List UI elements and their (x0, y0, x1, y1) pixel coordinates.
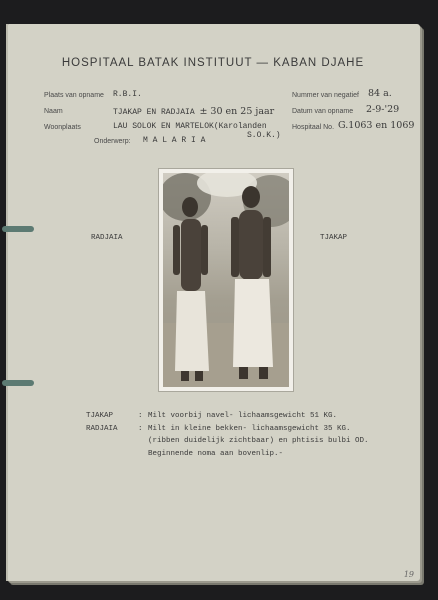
clinical-notes (86, 410, 369, 460)
onderwerp-value: M A L A R I A (143, 136, 206, 145)
binding-string-bottom (2, 380, 34, 386)
note-name: RADJAIA (86, 424, 118, 433)
naam-value-names: TJAKAP EN RADJAIA (113, 108, 195, 117)
note-row-radjaia (86, 423, 369, 436)
album-page (6, 24, 420, 581)
page-number: 19 (403, 570, 414, 579)
hospitaal-label: Hospitaal No. (292, 124, 335, 131)
plaats-label: Plaats van opname (44, 92, 104, 99)
note-name: TJAKAP (86, 412, 114, 420)
note-continuation (86, 435, 369, 448)
negatief-value: 84 a. (368, 88, 392, 99)
page-title: HOSPITAAL BATAK INSTITUUT — KABAN DJAHE (61, 57, 365, 69)
naam-label: Naam (44, 108, 63, 115)
woonplaats-value-line2: S.O.K.) (247, 131, 281, 140)
photograph (163, 173, 289, 387)
note-text: Milt voorbij navel- lichaamsgewicht 51 KG. (148, 412, 338, 420)
note-row-tjakap (86, 410, 369, 423)
naam-value-ages: ± 30 en 25 jaar (199, 106, 275, 117)
page-edge (6, 24, 8, 581)
photo-label-left: RADJAIA (91, 234, 123, 242)
binding-string-top (2, 226, 34, 232)
hospitaal-value: G.1063 en 1069 (338, 120, 415, 131)
note-text: Milt in kleine bekken- lichaamsgewicht 35 KG. (148, 424, 351, 433)
note-text: (ribben duidelijk zichtbaar) en phtisis bulbi OD. (148, 437, 369, 446)
onderwerp-label: Onderwerp: (94, 138, 131, 145)
photograph-illustration (163, 173, 289, 387)
woonplaats-value-line1: LAU SOLOK EN MARTELOK(Karolanden (113, 122, 267, 131)
negatief-label: Nummer van negatief (292, 92, 359, 99)
datum-label: Datum van opname (292, 108, 354, 115)
note-continuation (86, 448, 369, 461)
photo-frame (158, 168, 294, 392)
woonplaats-label: Woonplaats (44, 124, 81, 131)
note-separator: : (138, 424, 143, 433)
datum-value: 2-9-'29 (366, 104, 400, 115)
photo-label-right: TJAKAP (320, 234, 348, 242)
naam-value (113, 106, 274, 117)
note-separator: : (138, 412, 143, 420)
plaats-value: R.B.I. (113, 90, 142, 99)
note-text: Beginnende noma aan bovenlip.- (148, 449, 284, 458)
